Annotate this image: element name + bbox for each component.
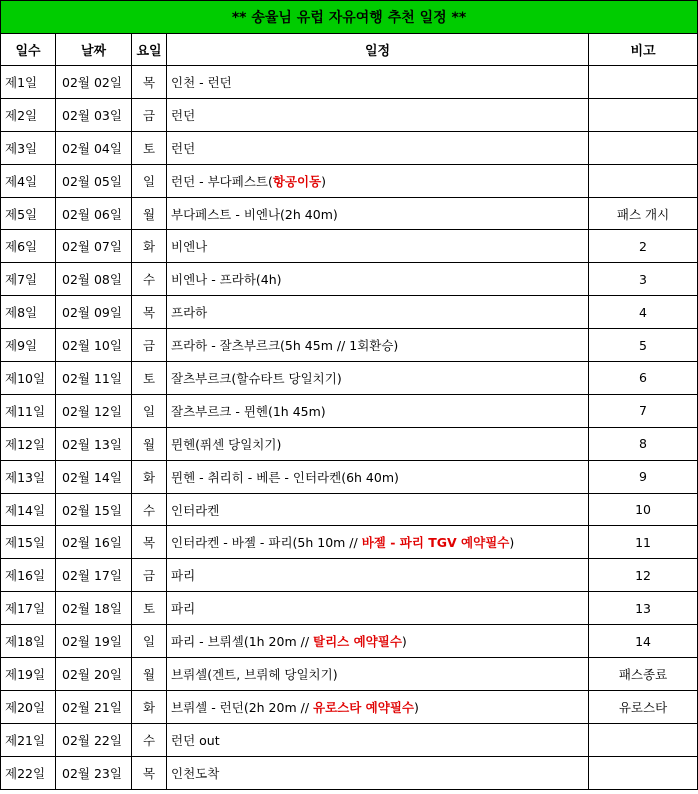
cell-note[interactable]: [589, 98, 698, 131]
table-row: [1, 427, 698, 460]
cell-date[interactable]: 02월 08일: [56, 263, 132, 296]
cell-weekday[interactable]: 일: [132, 625, 167, 658]
cell-weekday[interactable]: 목: [132, 756, 167, 789]
cell-weekday[interactable]: 금: [132, 559, 167, 592]
cell-note[interactable]: [589, 164, 698, 197]
plan-text: 비엔나 - 프라하(4h): [171, 272, 282, 288]
cell-day[interactable]: 제19일: [1, 658, 56, 691]
cell-note[interactable]: 8: [589, 427, 698, 460]
cell-day[interactable]: 제5일: [1, 197, 56, 230]
cell-weekday[interactable]: 월: [132, 658, 167, 691]
cell-date[interactable]: 02월 23일: [56, 756, 132, 789]
cell-weekday[interactable]: 수: [132, 493, 167, 526]
cell-weekday[interactable]: 월: [132, 427, 167, 460]
cell-weekday[interactable]: 목: [132, 526, 167, 559]
cell-plan[interactable]: [167, 197, 589, 230]
cell-plan[interactable]: [167, 723, 589, 756]
cell-date[interactable]: 02월 17일: [56, 559, 132, 592]
cell-day[interactable]: 제8일: [1, 296, 56, 329]
plan-highlight: 항공이동: [272, 173, 322, 189]
cell-weekday[interactable]: 목: [132, 296, 167, 329]
cell-date[interactable]: 02월 02일: [56, 66, 132, 99]
cell-date[interactable]: 02월 09일: [56, 296, 132, 329]
table-row: [1, 625, 698, 658]
cell-day[interactable]: 제11일: [1, 394, 56, 427]
table-row: [1, 197, 698, 230]
table-row: [1, 460, 698, 493]
cell-date[interactable]: 02월 06일: [56, 197, 132, 230]
cell-note[interactable]: 11: [589, 526, 698, 559]
plan-text: 비엔나: [171, 239, 208, 255]
cell-date[interactable]: 02월 18일: [56, 592, 132, 625]
cell-day[interactable]: 제7일: [1, 263, 56, 296]
cell-note[interactable]: [589, 131, 698, 164]
cell-weekday[interactable]: 화: [132, 690, 167, 723]
cell-note[interactable]: 4: [589, 296, 698, 329]
cell-day[interactable]: 제18일: [1, 625, 56, 658]
table-row: [1, 230, 698, 263]
cell-plan[interactable]: [167, 66, 589, 99]
table-row: [1, 164, 698, 197]
cell-plan[interactable]: [167, 460, 589, 493]
plan-text: 런던: [171, 140, 196, 156]
cell-note[interactable]: [589, 66, 698, 99]
table-row: [1, 296, 698, 329]
table-row: [1, 723, 698, 756]
plan-text: 인터라켄: [171, 502, 220, 518]
cell-date[interactable]: 02월 19일: [56, 625, 132, 658]
cell-date[interactable]: 02월 13일: [56, 427, 132, 460]
cell-plan[interactable]: [167, 98, 589, 131]
cell-date[interactable]: 02월 20일: [56, 658, 132, 691]
cell-note[interactable]: 패스종료: [589, 658, 698, 691]
cell-weekday[interactable]: 토: [132, 592, 167, 625]
plan-text: 잘츠부르크 - 뮌헨(1h 45m): [171, 403, 326, 419]
cell-note[interactable]: 유로스타: [589, 690, 698, 723]
cell-weekday[interactable]: 수: [132, 263, 167, 296]
cell-date[interactable]: 02월 21일: [56, 690, 132, 723]
cell-day[interactable]: 제15일: [1, 526, 56, 559]
table-row: [1, 394, 698, 427]
cell-date[interactable]: 02월 16일: [56, 526, 132, 559]
cell-note[interactable]: 6: [589, 362, 698, 395]
plan-text: 런던 out: [171, 732, 220, 748]
cell-note[interactable]: 9: [589, 460, 698, 493]
plan-text: 뮌헨(퓌센 당일치기): [171, 436, 282, 452]
header-row: [1, 34, 698, 66]
plan-text: 뮌헨 - 취리히 - 베른 - 인터라켄(6h 40m): [171, 469, 399, 485]
cell-note[interactable]: 12: [589, 559, 698, 592]
plan-highlight: 바젤 - 파리 TGV 예약필수: [361, 535, 510, 551]
cell-weekday[interactable]: 금: [132, 98, 167, 131]
cell-note[interactable]: [589, 723, 698, 756]
plan-text: 인천도착: [171, 765, 220, 781]
table-row: [1, 66, 698, 99]
table-row: [1, 756, 698, 789]
cell-date[interactable]: 02월 10일: [56, 329, 132, 362]
cell-note[interactable]: 2: [589, 230, 698, 263]
table-row: [1, 493, 698, 526]
cell-plan[interactable]: [167, 427, 589, 460]
cell-date[interactable]: 02월 04일: [56, 131, 132, 164]
cell-date[interactable]: 02월 07일: [56, 230, 132, 263]
cell-date[interactable]: 02월 12일: [56, 394, 132, 427]
title-row: [1, 1, 698, 34]
plan-suffix: ): [509, 535, 515, 551]
cell-date[interactable]: 02월 14일: [56, 460, 132, 493]
cell-weekday[interactable]: 토: [132, 131, 167, 164]
cell-plan[interactable]: [167, 263, 589, 296]
cell-plan[interactable]: [167, 394, 589, 427]
cell-plan[interactable]: [167, 625, 589, 658]
cell-date[interactable]: 02월 15일: [56, 493, 132, 526]
table-row: [1, 559, 698, 592]
cell-plan[interactable]: [167, 690, 589, 723]
header-note[interactable]: 비고: [589, 34, 698, 66]
cell-day[interactable]: 제10일: [1, 362, 56, 395]
plan-text: 인터라켄 - 바젤 - 파리(5h 10m //: [171, 535, 362, 551]
cell-day[interactable]: 제14일: [1, 493, 56, 526]
table-row: [1, 362, 698, 395]
cell-day[interactable]: 제3일: [1, 131, 56, 164]
table-row: [1, 526, 698, 559]
cell-weekday[interactable]: 금: [132, 329, 167, 362]
plan-text: 잘츠부르크(할슈타트 당일치기): [171, 370, 342, 386]
plan-text: 파리: [171, 568, 196, 584]
table-row: [1, 263, 698, 296]
cell-day[interactable]: 제2일: [1, 98, 56, 131]
cell-weekday[interactable]: 화: [132, 230, 167, 263]
table-row: [1, 658, 698, 691]
table-row: [1, 131, 698, 164]
plan-text: 파리 - 브뤼셀(1h 20m //: [171, 634, 314, 650]
cell-day[interactable]: 제16일: [1, 559, 56, 592]
plan-text: 프라하: [171, 305, 208, 321]
cell-plan[interactable]: [167, 296, 589, 329]
plan-suffix: ): [321, 173, 327, 189]
cell-weekday[interactable]: 토: [132, 362, 167, 395]
cell-date[interactable]: 02월 22일: [56, 723, 132, 756]
cell-plan[interactable]: [167, 592, 589, 625]
cell-day[interactable]: 제6일: [1, 230, 56, 263]
cell-weekday[interactable]: 일: [132, 164, 167, 197]
cell-plan[interactable]: [167, 756, 589, 789]
cell-day[interactable]: 제22일: [1, 756, 56, 789]
header-plan[interactable]: 일정: [167, 34, 589, 66]
cell-note[interactable]: 7: [589, 394, 698, 427]
plan-text: 런던 - 부다페스트(: [171, 173, 273, 189]
plan-text: 파리: [171, 601, 196, 617]
plan-text: 브뤼셀 - 런던(2h 20m //: [171, 699, 314, 715]
cell-weekday[interactable]: 화: [132, 460, 167, 493]
plan-highlight: 유로스타 예약필수: [313, 699, 414, 715]
cell-date[interactable]: 02월 11일: [56, 362, 132, 395]
cell-day[interactable]: 제12일: [1, 427, 56, 460]
cell-note[interactable]: 3: [589, 263, 698, 296]
plan-suffix: ): [401, 634, 407, 650]
cell-note[interactable]: 5: [589, 329, 698, 362]
cell-weekday[interactable]: 목: [132, 66, 167, 99]
table-row: [1, 329, 698, 362]
header-day[interactable]: 일수: [1, 34, 56, 66]
cell-plan[interactable]: [167, 658, 589, 691]
plan-text: 인천 - 런던: [171, 74, 232, 90]
cell-date[interactable]: 02월 05일: [56, 164, 132, 197]
cell-day[interactable]: 제17일: [1, 592, 56, 625]
cell-day[interactable]: 제4일: [1, 164, 56, 197]
plan-text: 브뤼셀(겐트, 브뤼헤 당일치기): [171, 666, 338, 682]
cell-day[interactable]: 제21일: [1, 723, 56, 756]
cell-weekday[interactable]: 월: [132, 197, 167, 230]
cell-plan[interactable]: [167, 526, 589, 559]
header-weekday[interactable]: 요일: [132, 34, 167, 66]
plan-highlight: 탈리스 예약필수: [313, 634, 402, 650]
cell-day[interactable]: 제1일: [1, 66, 56, 99]
plan-text: 프라하 - 잘츠부르크(5h 45m // 1회환승): [171, 338, 399, 354]
cell-note[interactable]: 패스 개시: [589, 197, 698, 230]
cell-day[interactable]: 제13일: [1, 460, 56, 493]
plan-text: 부다페스트 - 비엔나(2h 40m): [171, 206, 338, 222]
header-date[interactable]: 날짜: [56, 34, 132, 66]
cell-note[interactable]: [589, 756, 698, 789]
cell-note[interactable]: 10: [589, 493, 698, 526]
cell-weekday[interactable]: 수: [132, 723, 167, 756]
table-row: [1, 690, 698, 723]
cell-note[interactable]: 14: [589, 625, 698, 658]
cell-plan[interactable]: [167, 493, 589, 526]
cell-day[interactable]: 제20일: [1, 690, 56, 723]
cell-weekday[interactable]: 일: [132, 394, 167, 427]
plan-text: 런던: [171, 107, 196, 123]
cell-note[interactable]: 13: [589, 592, 698, 625]
cell-plan[interactable]: [167, 559, 589, 592]
cell-plan[interactable]: [167, 230, 589, 263]
cell-plan[interactable]: [167, 131, 589, 164]
sheet-title[interactable]: ** 송율님 유럽 자유여행 추천 일정 **: [1, 1, 698, 34]
cell-plan[interactable]: [167, 362, 589, 395]
table-row: [1, 98, 698, 131]
plan-suffix: ): [413, 699, 419, 715]
cell-plan[interactable]: [167, 329, 589, 362]
cell-day[interactable]: 제9일: [1, 329, 56, 362]
cell-plan[interactable]: [167, 164, 589, 197]
cell-date[interactable]: 02월 03일: [56, 98, 132, 131]
table-row: [1, 592, 698, 625]
